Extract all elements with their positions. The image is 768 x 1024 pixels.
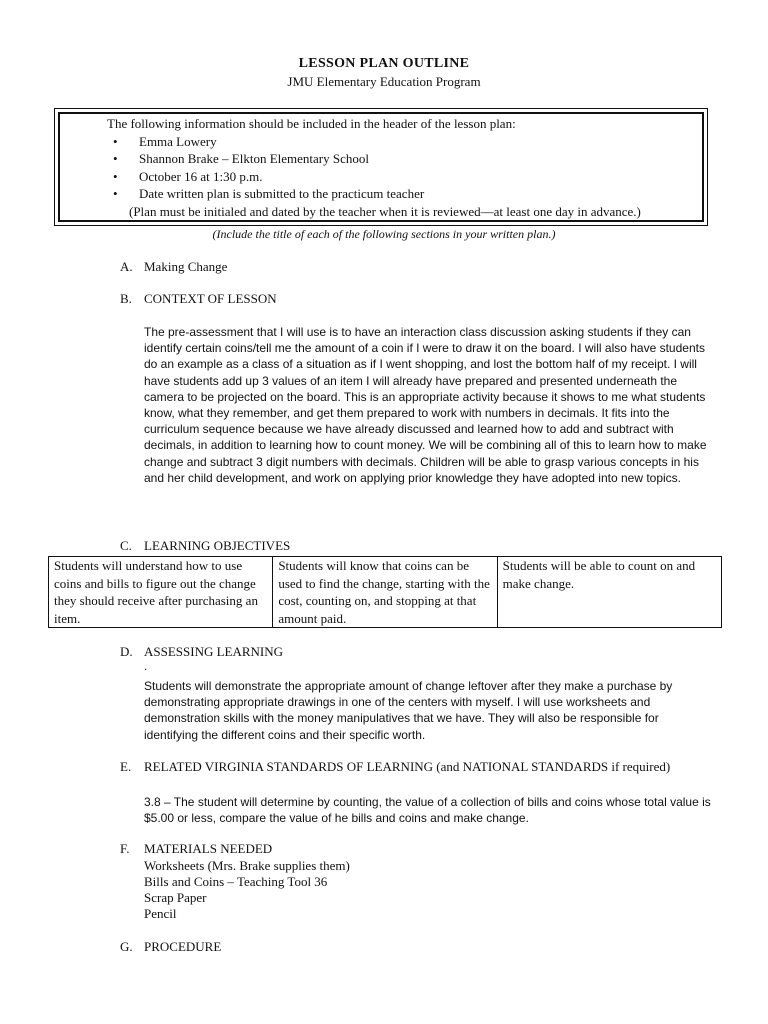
context-paragraph: The pre-assessment that I will use is to have an interaction class discussion asking students if they can identify certain coins/tell me the amount of a coin if I were to draw it on the board. I will also have students do an example as a class of a situation as if I went shopping, and lost the bottom half of my receipt. I will have students add up 3 values of an item I will already have prepared and presented underneath the camera to be projected on the board. This is an appropriate activity because it shows to me what students know, what they remember, and get them prepared to work with numbers in decimals. It fits into the curriculum sequence because we have already discussed and learned how to add and subtract with decimals, in addition to learning how to count money. We will be combining all of this to learn how to make change and subtract 3 digit numbers with decimals. Children will be able to grasp various concepts in his and her child development, and work on applying prior knowledge they have adopted into new topics. — [144, 325, 707, 485]
document-title: LESSON PLAN OUTLINE — [298, 56, 470, 71]
section-letter: B. — [120, 291, 132, 306]
list-item: Worksheets (Mrs. Brake supplies them) — [144, 858, 350, 873]
section-heading: Making Change — [144, 259, 228, 274]
header-bullet-list — [107, 133, 699, 203]
section-heading: CONTEXT OF LESSON — [144, 291, 277, 306]
header-note: (Plan must be initialed and dated by the teacher when it is reviewed—at least one day in advance.) — [129, 203, 641, 219]
assessing-dot: . — [144, 659, 148, 673]
section-d — [120, 644, 283, 660]
header-info-box — [54, 108, 708, 226]
section-letter: F. — [120, 841, 130, 856]
header-intro: The following information should be included in the header of the lesson plan: — [107, 116, 516, 131]
table-row — [49, 557, 722, 628]
section-letter: G. — [120, 939, 133, 954]
section-letter: D. — [120, 644, 133, 659]
section-letter: E. — [120, 759, 132, 774]
objective-cell: Students will know that coins can be used to find the change, starting with the cost, counting on, and stopping at that amount paid. — [273, 557, 497, 628]
section-a — [120, 259, 227, 275]
instruction-note: (Include the title of each of the following sections in your written plan.) — [212, 227, 556, 241]
list-item: Scrap Paper — [144, 890, 207, 905]
section-c — [120, 538, 290, 554]
header-bullet-item: • Emma Lowery — [139, 133, 699, 151]
objective-cell: Students will be able to count on and make change. — [497, 557, 721, 628]
document-subtitle: JMU Elementary Education Program — [287, 74, 481, 89]
materials-list — [144, 858, 350, 922]
section-heading: MATERIALS NEEDED — [144, 841, 273, 856]
header-bullet-item: • Shannon Brake – Elkton Elementary School — [139, 150, 699, 168]
header-bullet-item: • Date written plan is submitted to the practicum teacher — [139, 185, 699, 203]
objective-cell: Students will understand how to use coins and bills to figure out the change they should receive after purchasing an item. — [49, 557, 273, 628]
header-info-content — [107, 115, 699, 220]
list-item: Bills and Coins – Teaching Tool 36 — [144, 874, 328, 889]
section-g — [120, 939, 221, 955]
section-f — [120, 841, 272, 857]
section-heading: LEARNING OBJECTIVES — [144, 538, 291, 553]
list-item: Pencil — [144, 906, 177, 921]
header-bullet-item: • October 16 at 1:30 p.m. — [139, 168, 699, 186]
standards-paragraph: 3.8 – The student will determine by counting, the value of a collection of bills and coins whose total value is $5.00 or less, compare the value of he bills and coins and make change. — [144, 795, 711, 826]
section-e — [120, 759, 670, 775]
section-letter: C. — [120, 538, 132, 553]
section-heading: RELATED VIRGINIA STANDARDS OF LEARNING (and NATIONAL STANDARDS if required) — [144, 759, 671, 774]
section-heading: PROCEDURE — [144, 939, 222, 954]
section-heading: ASSESSING LEARNING — [144, 644, 284, 659]
objectives-table — [48, 556, 722, 628]
section-b — [120, 291, 277, 307]
section-letter: A. — [120, 259, 133, 274]
assessing-paragraph: Students will demonstrate the appropriate amount of change leftover after they make a purchase by demonstrating appropriate drawings in one of the centers with myself. I will use worksheets and demonstration skills with the money manipulatives that we have. They will also be responsible for identifying the different coins and their specific worth. — [144, 679, 673, 742]
